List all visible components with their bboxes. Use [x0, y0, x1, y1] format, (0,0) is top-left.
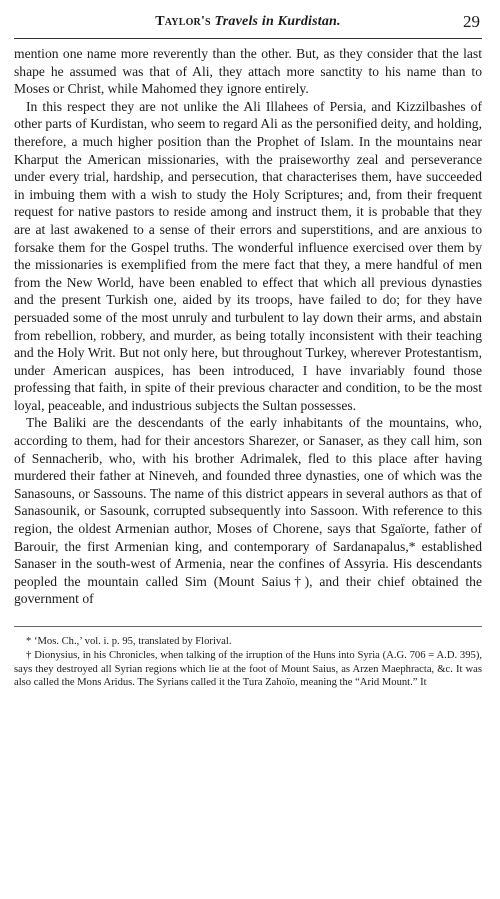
- page-number: 29: [463, 12, 480, 31]
- body-text: [14, 45, 482, 608]
- footnotes: [14, 635, 482, 690]
- running-head-author: Taylor's: [155, 14, 211, 29]
- footnote-rule: [14, 626, 482, 627]
- running-head: [14, 14, 482, 30]
- paragraph-continued: mention one name more reverently than the other. But, as they consider that the last shape he assumed was that of Ali, they attach more sanctity to his name than to Moses or Christ, while Mahomed they ignore entirely.: [14, 46, 482, 97]
- paragraph: In this respect they are not unlike the Ali Illahees of Persia, and Kizzilbashes of other parts of Kurdistan, who seem to regard Ali as the personified deity, and holding, therefore, a much higher position than the Prophet of Islam. In the mountains near Kharput the American missionaries, with the praiseworthy zeal and perseverance under every trial, hardship, and persecution, that characterises them, have succeeded in imbuing them with a wish to study the Holy Scriptures; and, from their frequent request for native pastors to reside among and instruct them, it is probable that they are at last awakened to a sense of their errors and superstitions, and are anxious to forsake them for the Gospel truths. The wonderful influence exercised over them by the missionaries is exemplified from the mere fact that they, a mere handful of men from the New World, have been enabled to effect that which all previous dynasties and the present Turkish one, aided by its troops, have failed to do; for they have persuaded some of the most unruly and turbulent to lay down their arms, and abstain from rebellion, robbery, and murder, as being totally inconsistent with their teaching and the Holy Writ. But not only here, but throughout Turkey, wherever Protestantism, under American auspices, has been introduced, I have invariably found those professing that faith, in spite of their previous character and condition, to be the most loyal, peaceable, and industrious subjects the Sultan possesses.: [14, 98, 482, 413]
- page-header: [14, 12, 482, 39]
- footnote: * ‘Mos. Ch.,’ vol. i. p. 95, translated by Florival.: [26, 636, 232, 647]
- paragraph: The Baliki are the descendants of the early inhabitants of the mountains, who, according to them, had for their ancestors Sharezer, or Sanaser, as they call him, son of Sennacherib, who, with his brother Adrimalek, fled to this place after having murdered their father at Nineveh, and founded three dynasties, one of which was the Sanasouns, or Sassouns. The name of this district appears in several authors as that of Sanasounik, or Sasounk, corrupted subsequently into Sassoon. With reference to this region, the oldest Armenian author, Moses of Chorene, says that Sgaïorte, father of Barouir, the first Armenian king, and contemporary of Sardanapalus,* established Sanaser in the south-west of Armenia, near the confines of Assyria. His descendants peopled the mountain called Sim (Mount Saius†), and their chief obtained the government of: [14, 415, 482, 607]
- footnote: † Dionysius, in his Chronicles, when talking of the irruption of the Huns into Syria (A.G. 706 = A.D. 395), says they destroyed all Syrian regions which lie at the foot of Mount Saius, as Arzen Maephracta, &c. It was also called the Mons Aridus. The Syrians called it the Tura Zahoïo, meaning the “Arid Mount.” It: [14, 649, 482, 689]
- running-head-title: Travels in Kurdistan.: [214, 14, 341, 29]
